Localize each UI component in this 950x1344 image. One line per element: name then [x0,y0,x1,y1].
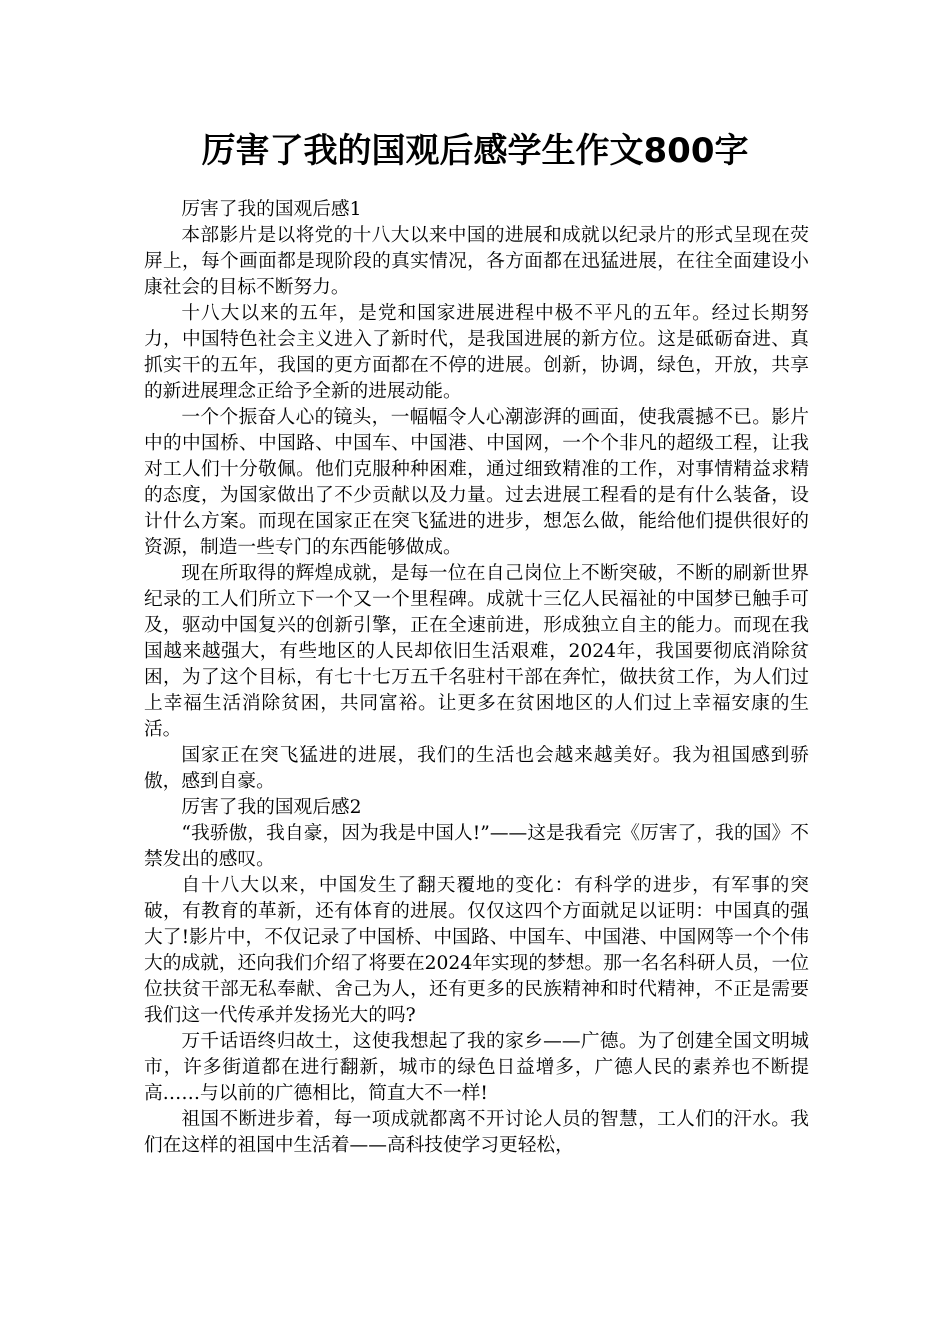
paragraph: 万千话语终归故土，这使我想起了我的家乡——广德。为了创建全国文明城市，许多街道都在进行翻新，城市的绿色日益增多，广德人民的素养也不断提高……与以前的广德相比，简直大不一样! [144,1031,809,1104]
paragraph: “我骄傲，我自豪，因为我是中国人!”——这是我看完《厉害了，我的国》不禁发出的感叹。 [144,823,809,870]
paragraph: 自十八大以来，中国发生了翻天覆地的变化：有科学的进步，有军事的突破，有教育的革新，还有体育的进展。仅仅这四个方面就足以证明：中国真的强大了!影片中，不仅记录了中国桥、中国路、中国车、中国港、中国网等一个个伟大的成就，还向我们介绍了将要在2024年实现的梦想。那一名名科研人员，一位位扶贫干部无私奉献、舍己为人，还有更多的民族精神和时代精神，不正是需要我们这一代传承并发扬光大的吗? [144,875,809,1026]
paragraph: 祖国不断进步着，每一项成就都离不开讨论人员的智慧，工人们的汗水。我们在这样的祖国中生活着——高科技使学习更轻松， [144,1109,809,1156]
document-title: 厉害了我的国观后感学生作文800字 [201,131,749,171]
paragraph: 一个个振奋人心的镜头，一幅幅令人心潮澎湃的画面，使我震撼不已。影片中的中国桥、中国路、中国车、中国港、中国网，一个个非凡的超级工程，让我对工人们十分敬佩。他们克服种种困难，通过细致精准的工作，对事情精益求精的态度，为国家做出了不少贡献以及力量。过去进展工程看的是有什么装备，设计什么方案。而现在国家正在突飞猛进的进步，想怎么做，能给他们提供很好的资源，制造一些专门的东西能够做成。 [144,407,809,558]
paragraph: 本部影片是以将党的十八大以来中国的进展和成就以纪录片的形式呈现在荧屏上，每个画面都是现阶段的真实情况，各方面都在迅猛进展，在往全面建设小康社会的目标不断努力。 [144,225,809,298]
paragraph: 国家正在突飞猛进的进展，我们的生活也会越来越美好。我为祖国感到骄傲，感到自豪。 [144,745,809,792]
section-heading: 厉害了我的国观后感2 [181,797,362,818]
section-heading: 厉害了我的国观后感1 [181,199,362,220]
paragraph: 十八大以来的五年，是党和国家进展进程中极不平凡的五年。经过长期努力，中国特色社会主义进入了新时代，是我国进展的新方位。这是砥砺奋进、真抓实干的五年，我国的更方面都在不停的进展。创新，协调，绿色，开放，共享的新进展理念正给予全新的进展动能。 [144,303,809,402]
document-body [144,197,809,1159]
paragraph: 现在所取得的辉煌成就，是每一位在自己岗位上不断突破，不断的刷新世界纪录的工人们所立下一个又一个里程碑。成就十三亿人民福祉的中国梦已触手可及，驱动中国复兴的创新引擎，正在全速前进，形成独立自主的能力。而现在我国越来越强大，有些地区的人民却依旧生活艰难，2024年，我国要彻底消除贫困，为了这个目标，有七十七万五千名驻村干部在奔忙，做扶贫工作，为人们过上幸福生活消除贫困，共同富裕。让更多在贫困地区的人们过上幸福安康的生活。 [144,563,809,740]
